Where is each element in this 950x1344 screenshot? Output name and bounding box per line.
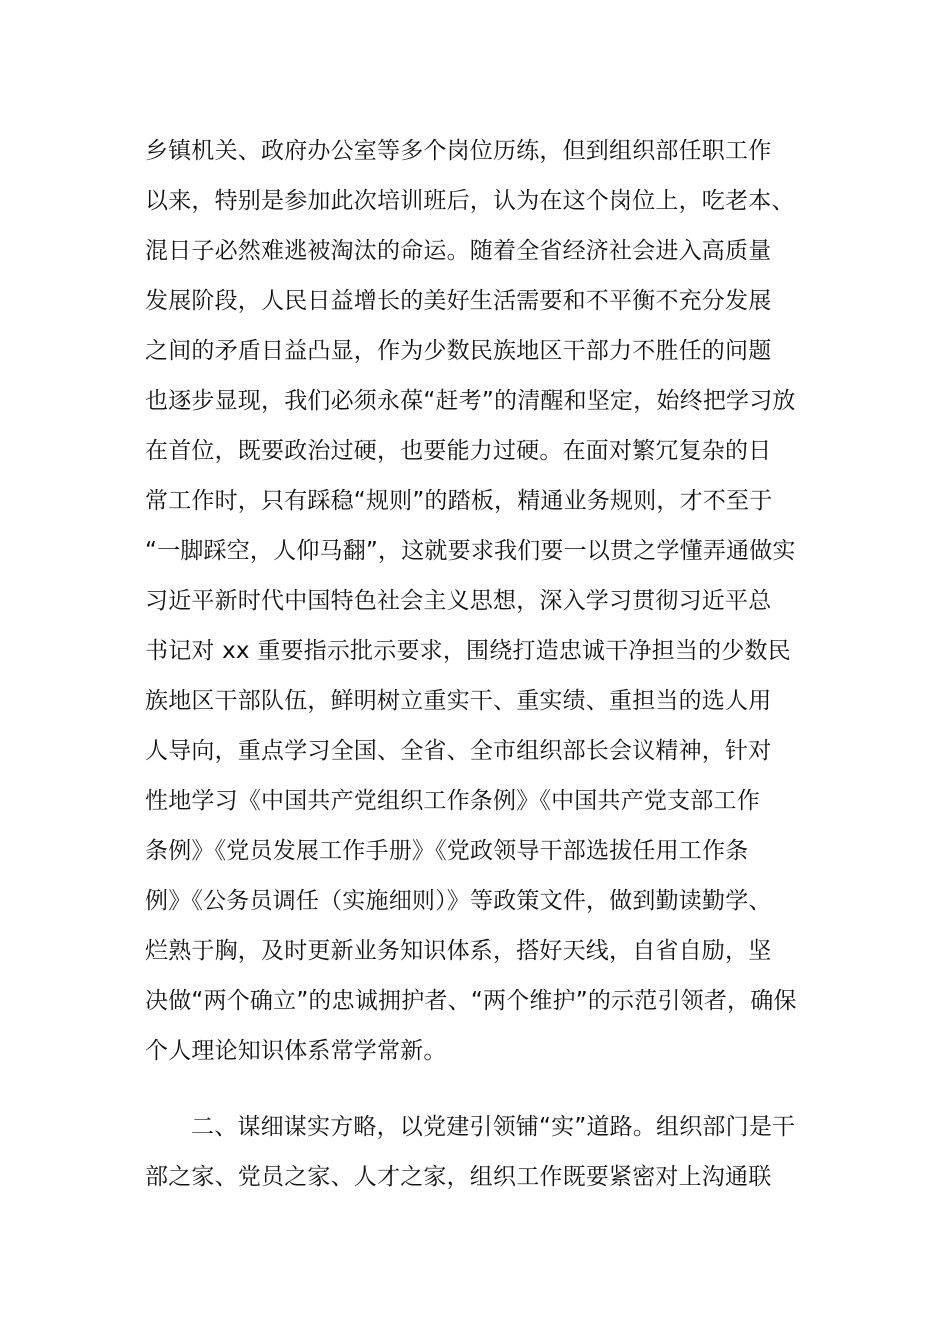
text-line: 在首位，既要政治过硬，也要能力过硬。在面对繁冗复杂的日 (145, 438, 772, 464)
text-line: 烂熟于胸，及时更新业务知识体系，搭好天线，自省自励，坚 (145, 938, 772, 964)
text-line: “一脚踩空，人仰马翻”，这就要求我们要一以贯之学懂弄通做实 (145, 538, 796, 564)
text-line: 人导向，重点学习全国、全省、全市组织部长会议精神，针对 (145, 738, 772, 764)
text-line: 个人理论知识体系常学常新。 (145, 1038, 447, 1064)
text-line: 部之家、党员之家、人才之家，组织工作既要紧密对上沟通联 (145, 1164, 772, 1190)
text-line: 例》《公务员调任（实施细则）》等政策文件，做到勤读勤学、 (145, 888, 772, 914)
paragraph-1 (145, 126, 825, 1076)
text-line: 混日子必然难逃被淘汰的命运。随着全省经济社会进入高质量 (145, 238, 772, 264)
text-line: 以来，特别是参加此次培训班后，认为在这个岗位上，吃老本、 (145, 188, 795, 214)
document-body (145, 126, 825, 1202)
text-line: 发展阶段，人民日益增长的美好生活需要和不平衡不充分发展 (145, 288, 772, 314)
text-line: 习近平新时代中国特色社会主义思想，深入学习贯彻习近平总 (145, 588, 772, 614)
text-line: 族地区干部队伍，鲜明树立重实干、重实绩、重担当的选人用 (145, 688, 772, 714)
text-line: 之间的矛盾日益凸显，作为少数民族地区干部力不胜任的问题 (145, 338, 772, 364)
text-line: 决做“两个确立”的忠诚拥护者、“两个维护”的示范引领者，确保 (145, 988, 797, 1014)
text-line: 条例》《党员发展工作手册》《党政领导干部选拔任用工作条 (145, 838, 749, 864)
text-line: 乡镇机关、政府办公室等多个岗位历练，但到组织部任职工作 (145, 138, 772, 164)
text-line: 常工作时，只有踩稳“规则”的踏板，精通业务规则，才不至于 (145, 488, 773, 514)
text-line: 也逐步显现，我们必须永葆“赶考”的清醒和坚定，始终把学习放 (145, 388, 796, 414)
section-heading-line: 二、谋细谋实方略，以党建引领铺“实”道路。组织部门是干 (191, 1114, 796, 1140)
paragraph-2 (145, 1102, 825, 1202)
text-line: 性地学习《中国共产党组织工作条例》《中国共产党支部工作 (145, 788, 760, 814)
paragraph-spacing (145, 1076, 825, 1102)
text-line: 书记对 xx 重要指示批示要求，围绕打造忠诚干净担当的少数民 (145, 638, 791, 664)
